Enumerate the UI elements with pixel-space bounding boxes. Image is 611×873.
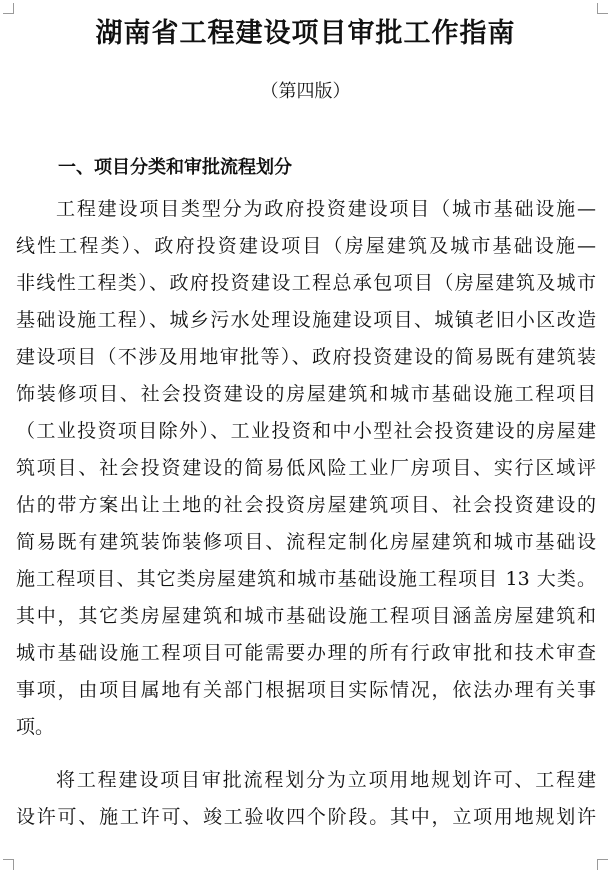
paragraph-line: 筑项目、社会投资建设的简易低风险工业厂房项目、实行区域评 [16,457,596,479]
paragraph-line: 施工程项目、其它类房屋建筑和城市基础设施工程项目 13 大类。 [16,568,596,590]
paragraph-line: （工业投资项目除外）、工业投资和中小型社会投资建设的房屋建 [16,420,596,442]
section-heading: 一、项目分类和审批流程划分 [58,157,292,178]
paragraph-line: 城市基础设施工程项目可能需要办理的所有行政审批和技术审查 [16,642,596,664]
edition-label: （第四版） [260,81,351,102]
page-corner-mark-bottom-right [597,859,608,870]
paragraph-line: 工程建设项目类型分为政府投资建设项目（城市基础设施— [56,198,596,220]
page-corner-mark-top-left [3,3,14,14]
paragraph-line: 建设项目（不涉及用地审批等）、政府投资建设的简易既有建筑装 [16,346,596,368]
paragraph-line: 简易既有建筑装饰装修项目、流程定制化房屋建筑和城市基础设 [16,531,596,553]
paragraph-line: 设许可、施工许可、竣工验收四个阶段。其中，立项用地规划许 [16,806,596,828]
paragraph-line: 事项，由项目属地有关部门根据项目实际情况，依法办理有关事 [16,679,596,701]
paragraph-line: 线性工程类）、政府投资建设项目（房屋建筑及城市基础设施— [16,235,596,257]
paragraph-line: 将工程建设项目审批流程划分为立项用地规划许可、工程建 [56,769,596,791]
paragraph-line: 项。 [16,716,55,738]
document-title: 湖南省工程建设项目审批工作指南 [95,18,516,49]
page-corner-mark-top-right [597,3,608,14]
page-corner-mark-bottom-left [3,859,14,870]
paragraph-line: 饰装修项目、社会投资建设的房屋建筑和城市基础设施工程项目 [16,383,596,405]
paragraph-line: 基础设施工程）、城乡污水处理设施建设项目、城镇老旧小区改造 [16,309,596,331]
paragraph-line: 估的带方案出让土地的社会投资房屋建筑项目、社会投资建设的 [16,494,596,516]
paragraph-line: 其中，其它类房屋建筑和城市基础设施工程项目涵盖房屋建筑和 [16,605,596,627]
paragraph-line: 非线性工程类）、政府投资建设工程总承包项目（房屋建筑及城市 [16,272,596,294]
